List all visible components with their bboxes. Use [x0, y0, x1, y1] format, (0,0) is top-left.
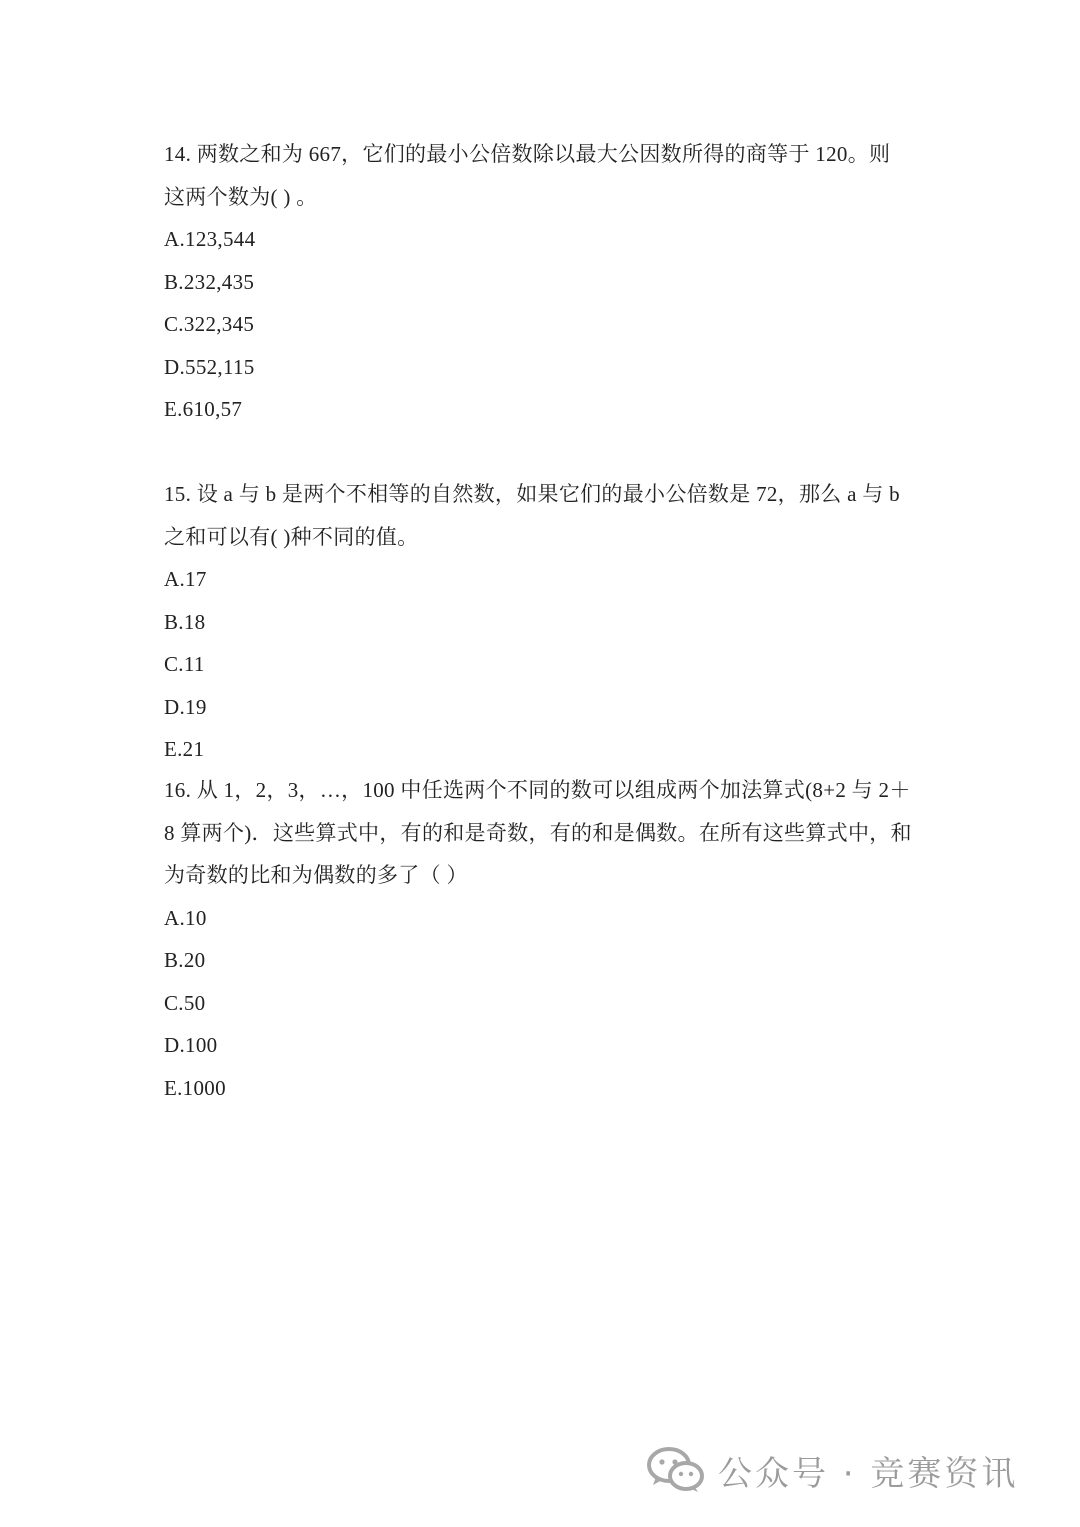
option-a: A.123,544	[164, 227, 256, 251]
watermark-text: 公众号 · 竞赛资讯	[718, 1453, 1019, 1494]
question-15	[164, 473, 924, 771]
option-b: B.232,435	[164, 269, 255, 294]
option-a: A.17	[164, 567, 207, 591]
option-e: E.610,57	[164, 397, 243, 421]
question-text-line: 15. 设 a 与 b 是两个不相等的自然数，如果它们的最小公倍数是 72，那么 a 与 b	[164, 482, 900, 506]
option-b: B.18	[164, 609, 206, 634]
question-text-line: 14. 两数之和为 667，它们的最小公倍数除以最大公因数所得的商等于 120。则	[164, 142, 891, 166]
option-c: C.50	[164, 990, 206, 1015]
question-text-line: 16. 从 1，2，3，…，100 中任选两个不同的数可以组成两个加法算式(8+2 与 2＋	[164, 778, 911, 802]
question-text-line: 8 算两个)．这些算式中，有的和是奇数，有的和是偶数。在所有这些算式中，和	[164, 820, 912, 845]
option-d: D.552,115	[164, 354, 255, 379]
question-14	[164, 133, 924, 431]
wechat-icon	[646, 1446, 706, 1494]
option-e: E.21	[164, 737, 205, 761]
question-text-line: 为奇数的比和为偶数的多了（ ）	[164, 863, 468, 887]
option-a: A.10	[164, 905, 207, 930]
question-16	[164, 769, 924, 1109]
option-c: C.11	[164, 652, 205, 676]
watermark	[646, 1440, 1018, 1500]
option-d: D.19	[164, 694, 207, 719]
question-text-line: 之和可以有( )种不同的值。	[164, 524, 419, 549]
option-e: E.1000	[164, 1075, 226, 1100]
option-b: B.20	[164, 948, 206, 972]
option-d: D.100	[164, 1033, 218, 1057]
question-text-line: 这两个数为( ) 。	[164, 184, 318, 209]
option-c: C.322,345	[164, 312, 255, 336]
